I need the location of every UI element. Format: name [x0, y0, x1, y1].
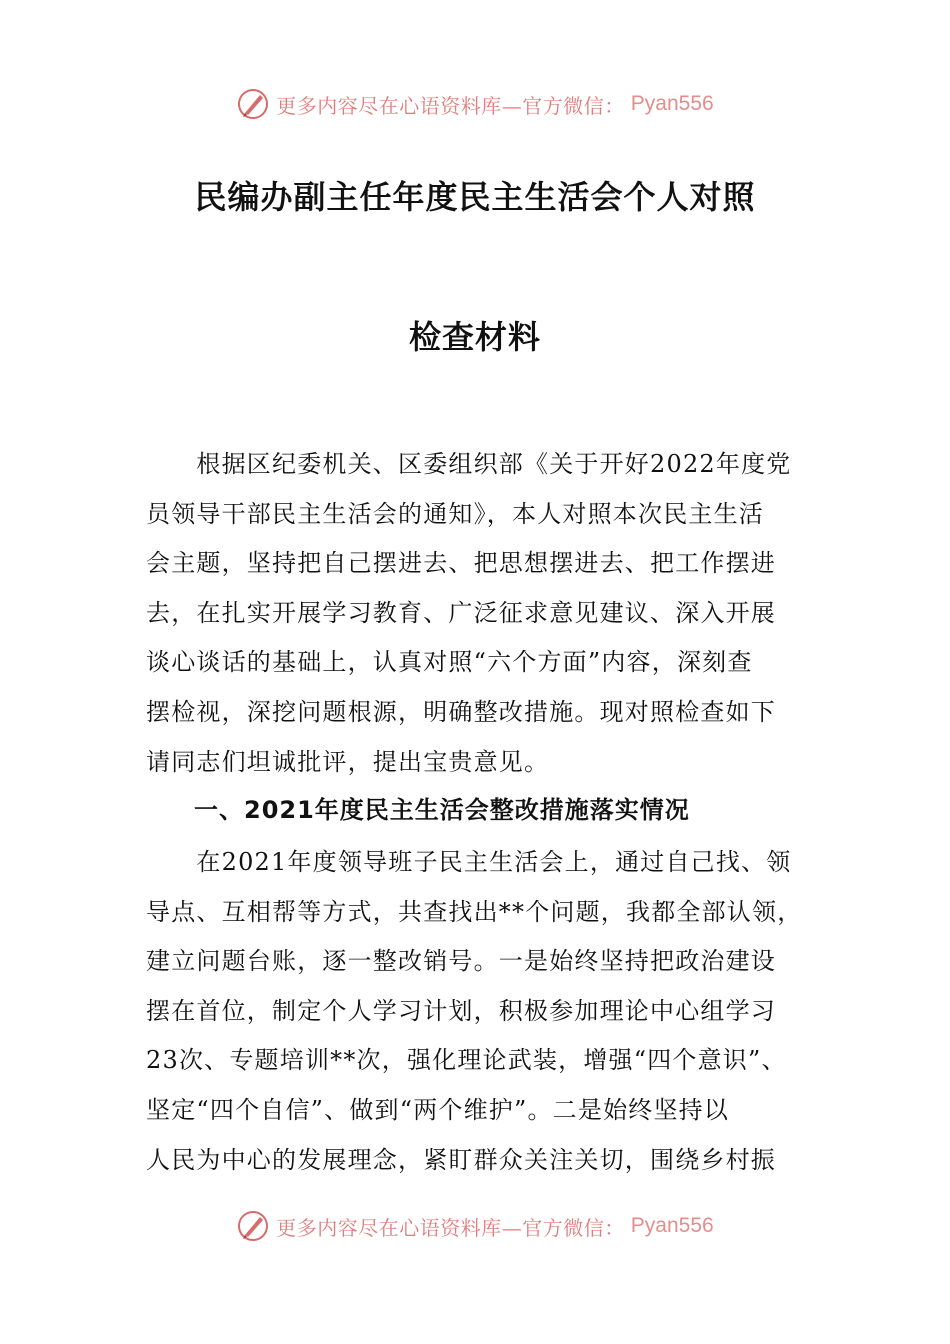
section-heading: 一、2021年度民主生活会整改措施落实情况 — [194, 796, 690, 824]
text-line: 坚定“四个自信”、做到“两个维护”。二是始终坚持以 — [146, 1095, 730, 1124]
text-line: 谈心谈话的基础上，认真对照“六个方面”内容，深刻查 — [146, 648, 753, 677]
text-line: 在2021年度领导班子民主生活会上，通过自己找、领 — [146, 848, 792, 876]
pen-logo-icon — [236, 87, 270, 121]
text-line: 摆在首位，制定个人学习计划，积极参加理论中心组学习 — [146, 996, 776, 1025]
pen-logo-icon — [236, 1209, 270, 1243]
text-line: 会主题，坚持把自己摆进去、把思想摆进去、把工作摆进 — [146, 549, 776, 578]
text-line: 员领导干部民主生活会的通知》，本人对照本次民主生活 — [146, 499, 764, 528]
text-line: 摆检视，深挖问题根源，明确整改措施。现对照检查如下 — [146, 697, 776, 726]
document-title-line2: 检查材料 — [408, 318, 541, 356]
watermark-handle: Pyan556 — [630, 92, 714, 115]
document-title-line1: 民编办副主任年度民主生活会个人对照 — [194, 178, 756, 216]
text-line: 请同志们坦诚批评，提出宝贵意见。 — [146, 747, 550, 776]
watermark-bottom — [0, 1206, 950, 1246]
text-line: 人民为中心的发展理念，紧盯群众关注关切，围绕乡村振 — [146, 1145, 776, 1174]
text-line: 23次、专题培训**次，强化理论武装，增强“四个意识”、 — [146, 1046, 787, 1075]
watermark-text: 更多内容尽在心语资料库—官方微信： — [276, 93, 625, 118]
text-line: 建立问题台账，逐一整改销号。一是始终坚持把政治建设 — [146, 947, 776, 976]
paragraph-intro — [146, 440, 810, 787]
watermark-handle: Pyan556 — [630, 1214, 714, 1237]
paragraph-section1 — [146, 838, 810, 1185]
watermark-top — [0, 84, 950, 124]
watermark-text: 更多内容尽在心语资料库—官方微信： — [276, 1215, 625, 1240]
text-line: 根据区纪委机关、区委组织部《关于开好2022年度党 — [146, 450, 792, 478]
text-line: 导点、互相帮等方式，共查找出**个问题，我都全部认领， — [146, 897, 803, 926]
text-line: 去，在扎实开展学习教育、广泛征求意见建议、深入开展 — [146, 598, 776, 627]
